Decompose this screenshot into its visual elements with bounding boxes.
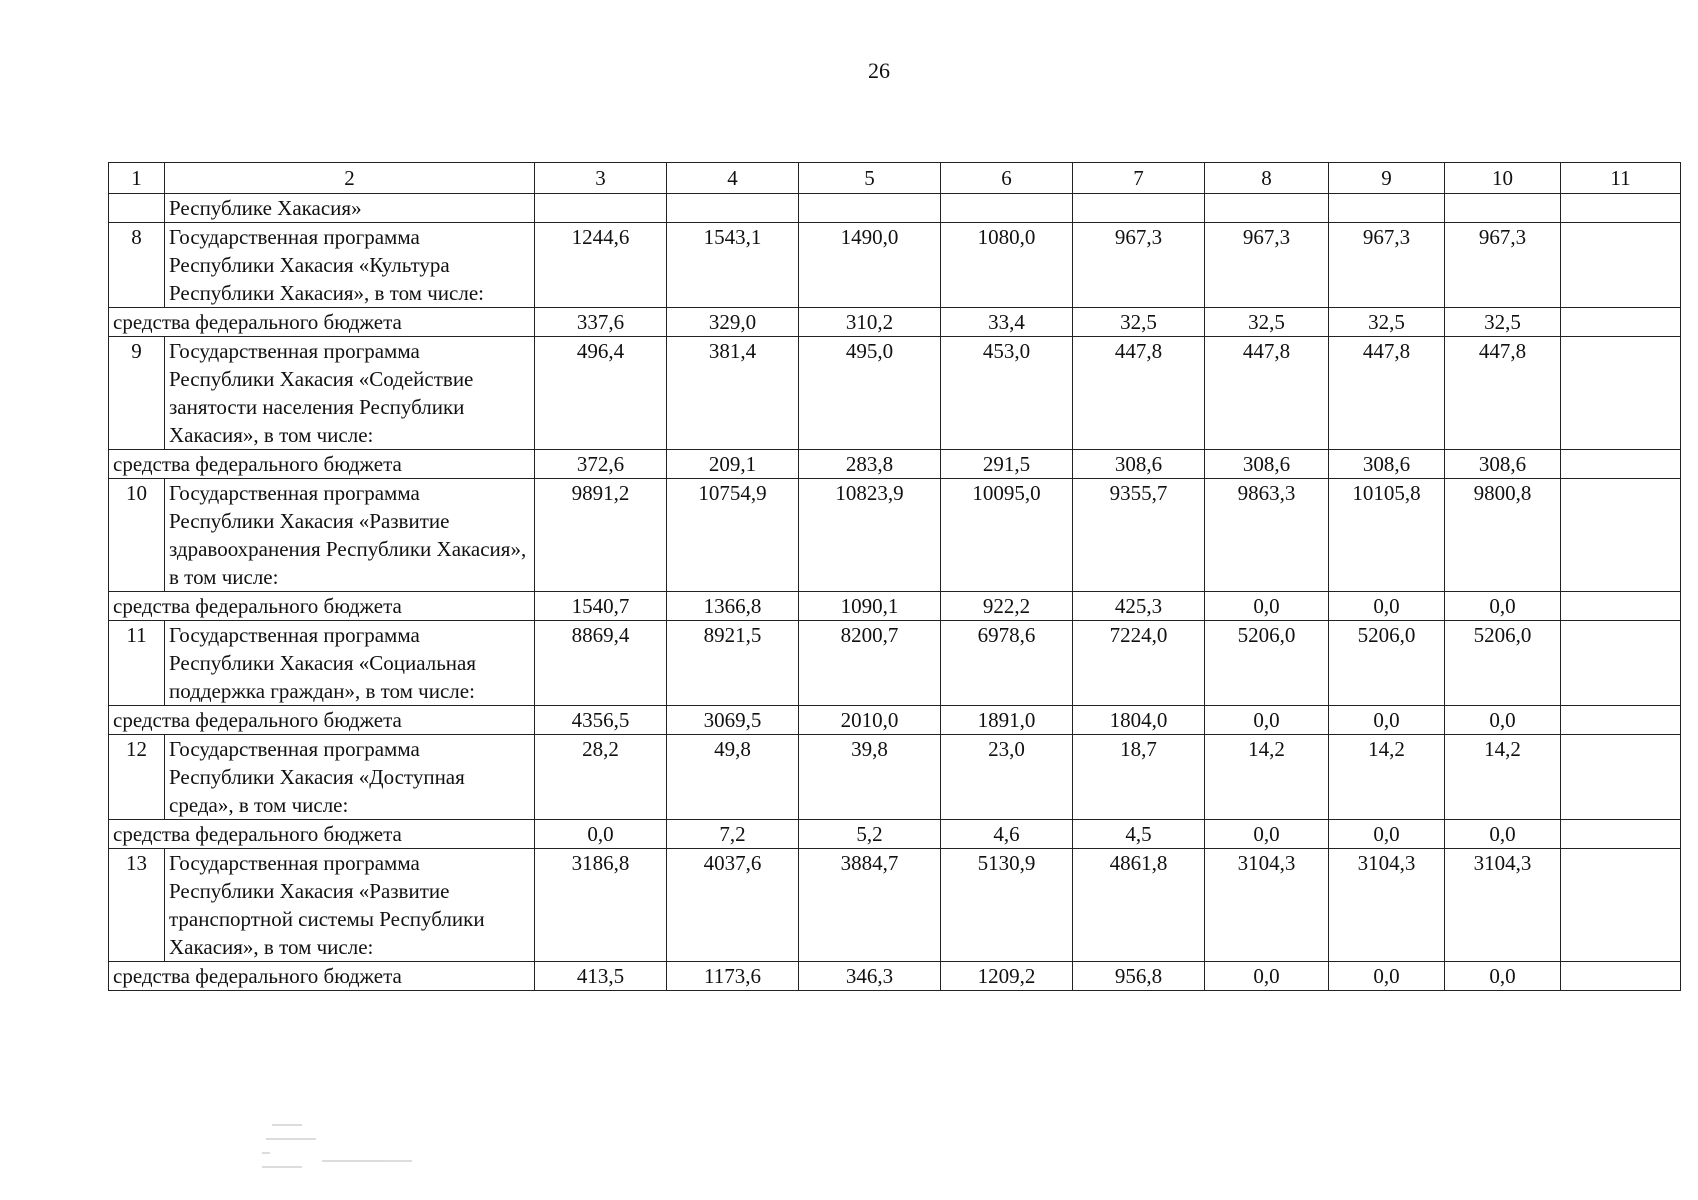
program-number: 11: [109, 621, 165, 706]
program-row: [109, 223, 1681, 308]
federal-value-cell: 329,0: [667, 308, 799, 337]
federal-value-cell: 1891,0: [941, 706, 1073, 735]
program-number: 9: [109, 337, 165, 450]
program-value-cell: 3104,3: [1445, 849, 1561, 962]
program-value-cell: 9355,7: [1073, 479, 1205, 592]
program-value-cell: [1561, 621, 1681, 706]
program-value-cell: 14,2: [1445, 735, 1561, 820]
federal-value-cell: 209,1: [667, 450, 799, 479]
federal-value-cell: 0,0: [1205, 820, 1329, 849]
program-value-cell: 967,3: [1073, 223, 1205, 308]
federal-value-cell: 413,5: [535, 962, 667, 991]
program-value-cell: 967,3: [1205, 223, 1329, 308]
program-value-cell: 381,4: [667, 337, 799, 450]
program-value-cell: 3104,3: [1329, 849, 1445, 962]
federal-value-cell: 308,6: [1073, 450, 1205, 479]
program-value-cell: 967,3: [1445, 223, 1561, 308]
program-value-cell: [1561, 735, 1681, 820]
federal-value-cell: 32,5: [1073, 308, 1205, 337]
federal-budget-label: средства федерального бюджета: [109, 308, 535, 337]
program-name: Государственная программа Республики Хакасия «Культура Республики Хакасия», в том числе:: [165, 223, 535, 308]
program-value-cell: 7224,0: [1073, 621, 1205, 706]
continuation-row: [109, 194, 1681, 223]
federal-budget-row: [109, 592, 1681, 621]
program-value-cell: 23,0: [941, 735, 1073, 820]
continuation-text: Республике Хакасия»: [165, 194, 535, 223]
federal-value-cell: 1540,7: [535, 592, 667, 621]
program-row: [109, 621, 1681, 706]
program-value-cell: 3104,3: [1205, 849, 1329, 962]
program-value-cell: 18,7: [1073, 735, 1205, 820]
federal-value-cell: [1561, 820, 1681, 849]
program-value-cell: 447,8: [1073, 337, 1205, 450]
federal-budget-row: [109, 450, 1681, 479]
program-row: [109, 337, 1681, 450]
federal-value-cell: 308,6: [1445, 450, 1561, 479]
program-value-cell: 14,2: [1329, 735, 1445, 820]
federal-value-cell: [1561, 308, 1681, 337]
program-value-cell: 1244,6: [535, 223, 667, 308]
program-value-cell: 6978,6: [941, 621, 1073, 706]
program-name: Государственная программа Республики Хакасия «Социальная поддержка граждан», в том числе:: [165, 621, 535, 706]
program-name: Государственная программа Республики Хакасия «Доступная среда», в том числе:: [165, 735, 535, 820]
federal-value-cell: 310,2: [799, 308, 941, 337]
federal-value-cell: 308,6: [1205, 450, 1329, 479]
federal-value-cell: 283,8: [799, 450, 941, 479]
federal-value-cell: 0,0: [1445, 962, 1561, 991]
column-header: 2: [165, 163, 535, 194]
federal-value-cell: 337,6: [535, 308, 667, 337]
table-body: [109, 163, 1681, 991]
federal-value-cell: 1090,1: [799, 592, 941, 621]
program-value-cell: 10105,8: [1329, 479, 1445, 592]
federal-value-cell: 291,5: [941, 450, 1073, 479]
program-number: 13: [109, 849, 165, 962]
federal-value-cell: 1173,6: [667, 962, 799, 991]
federal-value-cell: [1561, 592, 1681, 621]
program-value-cell: 967,3: [1329, 223, 1445, 308]
federal-value-cell: 0,0: [1205, 706, 1329, 735]
federal-value-cell: [1561, 706, 1681, 735]
federal-value-cell: 0,0: [1329, 706, 1445, 735]
federal-value-cell: [1561, 450, 1681, 479]
federal-budget-label: средства федерального бюджета: [109, 450, 535, 479]
federal-value-cell: 1209,2: [941, 962, 1073, 991]
program-value-cell: 1490,0: [799, 223, 941, 308]
federal-value-cell: 922,2: [941, 592, 1073, 621]
column-header: 7: [1073, 163, 1205, 194]
program-value-cell: 496,4: [535, 337, 667, 450]
column-header: 5: [799, 163, 941, 194]
program-value-cell: 4037,6: [667, 849, 799, 962]
program-value-cell: 1080,0: [941, 223, 1073, 308]
program-value-cell: 49,8: [667, 735, 799, 820]
federal-value-cell: 0,0: [535, 820, 667, 849]
program-value-cell: 9891,2: [535, 479, 667, 592]
program-value-cell: 4861,8: [1073, 849, 1205, 962]
scan-artifact: [262, 1120, 462, 1180]
program-number: 8: [109, 223, 165, 308]
federal-value-cell: 32,5: [1329, 308, 1445, 337]
federal-budget-row: [109, 308, 1681, 337]
federal-value-cell: 4356,5: [535, 706, 667, 735]
column-header: 6: [941, 163, 1073, 194]
federal-budget-label: средства федерального бюджета: [109, 592, 535, 621]
program-value-cell: 8869,4: [535, 621, 667, 706]
program-value-cell: [1561, 849, 1681, 962]
program-row: [109, 849, 1681, 962]
program-value-cell: 1543,1: [667, 223, 799, 308]
federal-value-cell: 308,6: [1329, 450, 1445, 479]
federal-value-cell: 0,0: [1445, 706, 1561, 735]
federal-value-cell: 956,8: [1073, 962, 1205, 991]
program-value-cell: 10095,0: [941, 479, 1073, 592]
program-value-cell: 5206,0: [1445, 621, 1561, 706]
federal-budget-row: [109, 962, 1681, 991]
federal-value-cell: 1366,8: [667, 592, 799, 621]
program-value-cell: 447,8: [1205, 337, 1329, 450]
column-header: 10: [1445, 163, 1561, 194]
program-value-cell: 39,8: [799, 735, 941, 820]
continuation-number-cell: [109, 194, 165, 223]
program-value-cell: 5206,0: [1205, 621, 1329, 706]
federal-value-cell: 32,5: [1205, 308, 1329, 337]
federal-value-cell: 0,0: [1329, 820, 1445, 849]
program-value-cell: 447,8: [1329, 337, 1445, 450]
federal-value-cell: [1561, 962, 1681, 991]
column-header: 3: [535, 163, 667, 194]
federal-value-cell: 4,5: [1073, 820, 1205, 849]
federal-value-cell: 0,0: [1329, 592, 1445, 621]
program-row: [109, 479, 1681, 592]
program-name: Государственная программа Республики Хакасия «Развитие здравоохранения Республики Хакасия», в том числе:: [165, 479, 535, 592]
program-number: 10: [109, 479, 165, 592]
federal-value-cell: 372,6: [535, 450, 667, 479]
budget-table: [108, 162, 1681, 991]
federal-value-cell: 1804,0: [1073, 706, 1205, 735]
program-value-cell: [1561, 337, 1681, 450]
program-row: [109, 735, 1681, 820]
program-value-cell: 447,8: [1445, 337, 1561, 450]
program-number: 12: [109, 735, 165, 820]
column-header-row: [109, 163, 1681, 194]
federal-value-cell: 0,0: [1205, 592, 1329, 621]
program-value-cell: 5130,9: [941, 849, 1073, 962]
federal-value-cell: 346,3: [799, 962, 941, 991]
federal-value-cell: 425,3: [1073, 592, 1205, 621]
column-header: 9: [1329, 163, 1445, 194]
program-value-cell: 453,0: [941, 337, 1073, 450]
page-number: 26: [868, 58, 890, 83]
federal-value-cell: 33,4: [941, 308, 1073, 337]
program-value-cell: 495,0: [799, 337, 941, 450]
program-value-cell: [1561, 479, 1681, 592]
program-value-cell: 8921,5: [667, 621, 799, 706]
program-value-cell: 10754,9: [667, 479, 799, 592]
federal-value-cell: 0,0: [1329, 962, 1445, 991]
column-header: 4: [667, 163, 799, 194]
federal-budget-row: [109, 706, 1681, 735]
program-value-cell: 14,2: [1205, 735, 1329, 820]
federal-budget-label: средства федерального бюджета: [109, 706, 535, 735]
program-value-cell: 28,2: [535, 735, 667, 820]
federal-value-cell: 0,0: [1205, 962, 1329, 991]
program-value-cell: 9863,3: [1205, 479, 1329, 592]
federal-value-cell: 32,5: [1445, 308, 1561, 337]
federal-budget-label: средства федерального бюджета: [109, 962, 535, 991]
federal-value-cell: 3069,5: [667, 706, 799, 735]
federal-value-cell: 0,0: [1445, 820, 1561, 849]
program-value-cell: 10823,9: [799, 479, 941, 592]
federal-value-cell: 7,2: [667, 820, 799, 849]
federal-budget-row: [109, 820, 1681, 849]
federal-value-cell: 0,0: [1445, 592, 1561, 621]
program-value-cell: 9800,8: [1445, 479, 1561, 592]
federal-value-cell: 2010,0: [799, 706, 941, 735]
program-value-cell: 3186,8: [535, 849, 667, 962]
federal-value-cell: 4,6: [941, 820, 1073, 849]
program-name: Государственная программа Республики Хакасия «Развитие транспортной системы Республики Хакасия», в том числе:: [165, 849, 535, 962]
federal-value-cell: 5,2: [799, 820, 941, 849]
program-value-cell: 3884,7: [799, 849, 941, 962]
program-value-cell: 8200,7: [799, 621, 941, 706]
program-value-cell: 5206,0: [1329, 621, 1445, 706]
program-value-cell: [1561, 223, 1681, 308]
program-name: Государственная программа Республики Хакасия «Содействие занятости населения Республики Хакасия», в том числе:: [165, 337, 535, 450]
column-header: 1: [109, 163, 165, 194]
federal-budget-label: средства федерального бюджета: [109, 820, 535, 849]
column-header: 8: [1205, 163, 1329, 194]
column-header: 11: [1561, 163, 1681, 194]
